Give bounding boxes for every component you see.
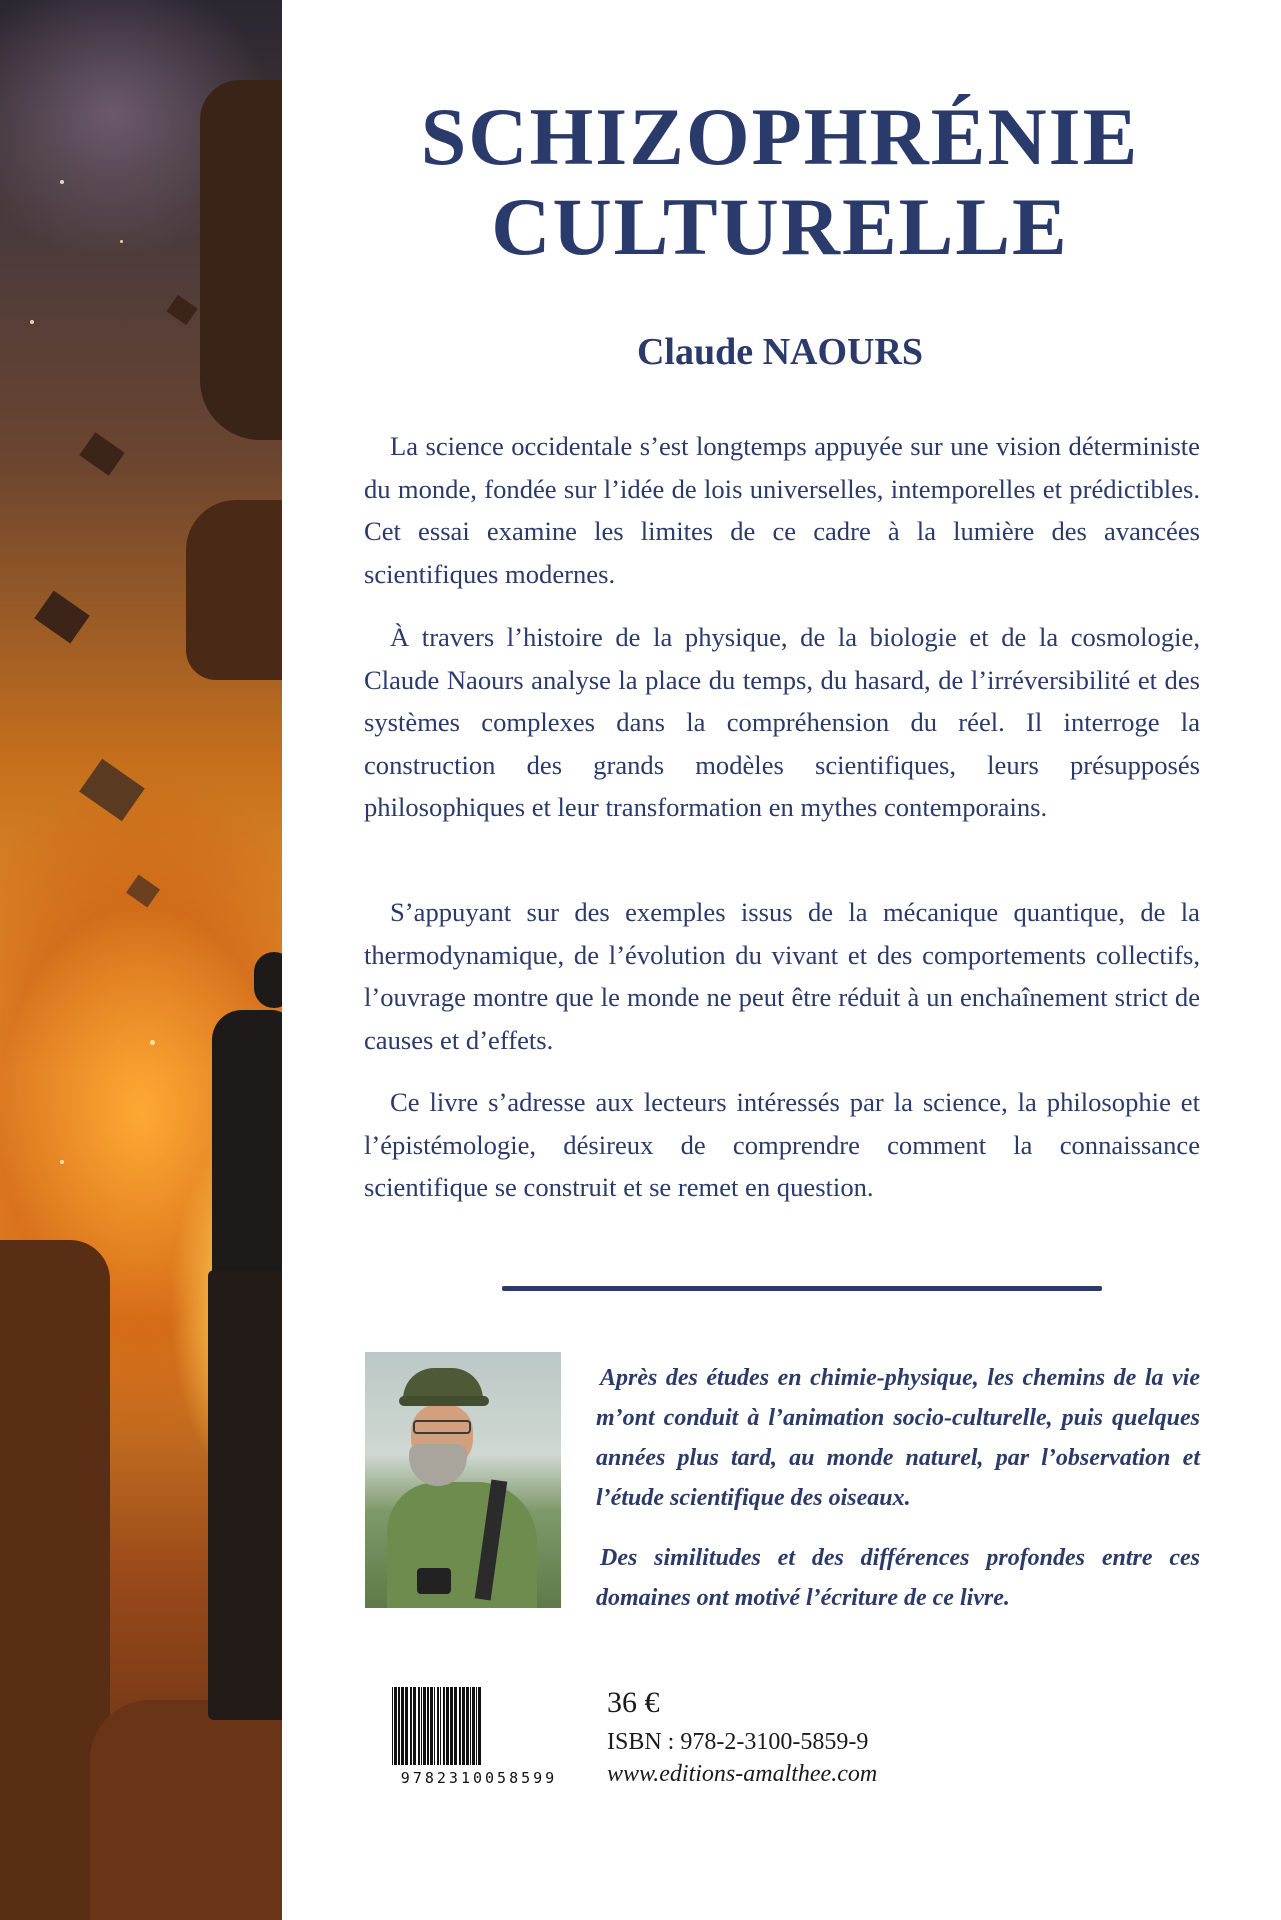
summary-paragraph-1: La science occidentale s’est longtemps appuyée sur une vision déterministe du monde, fondée sur l’idée de lois universelles, intemporelles et prédictibles. Cet essai examine les limites de ce cadre à la lumière des avancées scientifiques modernes.: [364, 431, 1200, 589]
photo-cap-brim: [399, 1396, 489, 1406]
photo-glasses: [413, 1420, 471, 1434]
standing-man-head: [254, 952, 282, 1008]
cliff-rock: [186, 500, 282, 680]
summary-paragraph-2: À travers l’histoire de la physique, de la biologie et de la cosmologie, Claude Naours analyse la place du temps, du hasard, de l’irréversibilité et des systèmes complexes dans la compréhension du réel. Il interroge la construction des grands modèles scientifiques, leurs présupposés philosophiques et leur transformation en mythes contemporains.: [364, 622, 1200, 822]
isbn-number: ISBN : 978-2-3100-5859-9: [607, 1729, 869, 1755]
section-divider: [502, 1286, 1102, 1291]
barcode-bar: [466, 1687, 469, 1765]
barcode-bar: [478, 1687, 481, 1765]
standing-man-torso: [212, 1010, 282, 1280]
photo-shirt: [387, 1482, 537, 1608]
barcode-bar: [421, 1687, 422, 1765]
barcode-bar: [459, 1687, 461, 1765]
barcode-bar: [413, 1687, 416, 1765]
barcode-bar: [470, 1687, 471, 1765]
barcode-bar: [450, 1687, 453, 1765]
barcode-bar: [418, 1687, 420, 1765]
spark: [120, 240, 123, 243]
barcode-bar: [454, 1687, 457, 1765]
floating-shard: [34, 590, 90, 643]
barcode-bar: [437, 1687, 439, 1765]
barcode-bar: [430, 1687, 433, 1765]
floating-shard: [79, 759, 145, 822]
ground-rock: [90, 1700, 282, 1920]
barcode-bar: [405, 1687, 408, 1765]
barcode-digits: 9782310058599: [400, 1769, 558, 1787]
spark: [60, 180, 64, 184]
barcode-bar: [401, 1687, 404, 1765]
barcode-bar: [446, 1687, 449, 1765]
floating-shard: [126, 875, 160, 908]
author-name: Claude NAOURS: [636, 331, 924, 373]
publisher-website: www.editions-amalthee.com: [607, 1761, 878, 1787]
summary-paragraph-3: S’appuyant sur des exemples issus de la mécanique quantique, de la thermodynamique, de l’évolution du vivant et des comportements collectifs, l’ouvrage montre que le monde ne peut être réduit à un enchaînement strict de causes et d’effets.: [364, 897, 1200, 1055]
author-bio-paragraph-2: Des similitudes et des différences profondes entre ces domaines ont motivé l’écriture de ce livre.: [596, 1545, 1200, 1611]
barcode-bar: [434, 1687, 435, 1765]
photo-camera: [417, 1568, 451, 1594]
standing-man-legs: [208, 1270, 282, 1720]
book-title-line1: SCHIZOPHRÉNIE: [420, 91, 1140, 182]
spark: [60, 1160, 64, 1164]
barcode-bar: [443, 1687, 445, 1765]
barcode-bar: [440, 1687, 441, 1765]
barcode-bar: [410, 1687, 412, 1765]
barcode-bar: [427, 1687, 429, 1765]
spark: [150, 1040, 155, 1045]
barcode-bars: [390, 1687, 576, 1765]
barcode-bar: [476, 1687, 477, 1765]
isbn-barcode: [376, 1683, 582, 1795]
photo-beard: [409, 1444, 467, 1486]
price: 36 €: [607, 1686, 660, 1719]
barcode-bar: [398, 1687, 400, 1765]
summary-paragraph-4: Ce livre s’adresse aux lecteurs intéressés par la science, la philosophie et l’épistémologie, désireux de comprendre comment la connaissance scientifique se construit et se remet en question.: [364, 1087, 1200, 1202]
book-title-line2: CULTURELLE: [491, 181, 1069, 272]
floating-shard: [79, 432, 125, 476]
author-photo: [365, 1352, 561, 1608]
barcode-bar: [423, 1687, 426, 1765]
cover-artwork: [0, 0, 282, 1920]
barcode-bar: [462, 1687, 465, 1765]
author-bio-paragraph-1: Après des études en chimie-physique, les chemins de la vie m’ont conduit à l’animation socio-culturelle, puis quelques années plus tard, au monde naturel, par l’observation et l’étude scientifique des oiseaux.: [596, 1365, 1200, 1511]
barcode-bar: [392, 1687, 393, 1765]
barcode-bar: [472, 1687, 475, 1765]
cliff-rock: [200, 80, 282, 440]
spark: [30, 320, 34, 324]
barcode-bar: [394, 1687, 397, 1765]
floating-shard: [166, 295, 197, 325]
